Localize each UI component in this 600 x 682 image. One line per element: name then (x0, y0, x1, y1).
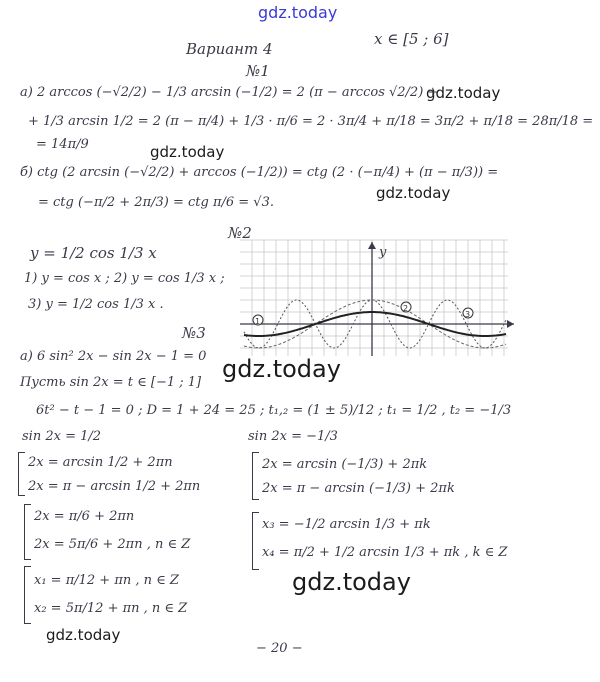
task3-right-b1: x₃ = −1/2 arcsin 1/3 + πk (262, 517, 431, 532)
task3-quadratic: 6t² − t − 1 = 0 ; D = 1 + 24 = 25 ; t₁,₂ = (1 ± 5)/12 ; t₁ = 1/2 , t₂ = −1/3 (36, 403, 512, 418)
task3-right-case: sin 2x = −1/3 (248, 429, 338, 444)
bracket (24, 504, 31, 560)
watermark: gdz.today (292, 568, 411, 596)
bracket (252, 512, 259, 570)
bracket (18, 452, 25, 496)
task2-function: y = 1/2 cos 1/3 x (30, 244, 157, 262)
task3-right-b2: x₄ = π/2 + 1/2 arcsin 1/3 + πk , k ∈ Z (262, 545, 508, 560)
task1-a-line2: + 1/3 arcsin 1/2 = 2 (π − π/4) + 1/3 · π/6 = 2 · 3π/4 + π/18 = 3π/2 + π/18 = 28π/18 = (28, 114, 594, 129)
task1-b-line1: б) ctg (2 arcsin (−√2/2) + arccos (−1/2)) = ctg (2 · (−π/4) + (π − π/3)) = (20, 165, 499, 180)
page-number: − 20 − (256, 641, 303, 656)
watermark: gdz.today (46, 626, 121, 644)
task3-substitution: Пусть sin 2x = t ∈ [−1 ; 1] (20, 375, 202, 390)
watermark: gdz.today (222, 355, 341, 383)
cosine-graph (240, 238, 518, 358)
curve-marker-1-label: 1 (255, 317, 261, 326)
task3-left-case: sin 2x = 1/2 (22, 429, 102, 444)
task3-left-c2: x₂ = 5π/12 + πn , n ∈ Z (34, 601, 188, 616)
y-axis-label: y (379, 245, 387, 260)
variant-domain: x ∈ [5 ; 6] (374, 30, 449, 48)
variant-title: Вариант 4 (186, 40, 273, 58)
task2-step-3: 3) y = 1/2 cos 1/3 x . (28, 297, 164, 312)
task1-a-line3: = 14π/9 (36, 137, 89, 152)
task1-number: №1 (246, 62, 270, 80)
task3-left-c1: x₁ = π/12 + πn , n ∈ Z (34, 573, 179, 588)
watermark: gdz.today (426, 84, 501, 102)
task3-left-b1: 2x = π/6 + 2πn (34, 509, 135, 524)
task1-b-line2: = ctg (−π/2 + 2π/3) = ctg π/6 = √3. (38, 195, 274, 210)
watermark: gdz.today (376, 184, 451, 202)
watermark: gdz.today (258, 3, 338, 22)
bracket (24, 566, 31, 624)
task2-steps-1-2: 1) y = cos x ; 2) y = cos 1/3 x ; (24, 271, 225, 286)
task3-right-a1: 2x = arcsin (−1/3) + 2πk (262, 457, 428, 472)
curve-marker-2-label: 2 (403, 304, 409, 313)
task3-right-a2: 2x = π − arcsin (−1/3) + 2πk (262, 481, 455, 496)
task3-left-b2: 2x = 5π/6 + 2πn , n ∈ Z (34, 537, 191, 552)
curve-marker-3-label: 3 (465, 310, 471, 319)
task1-a-line1: а) 2 arccos (−√2/2) − 1/3 arcsin (−1/2) = 2 (π − arccos √2/2) + (20, 85, 439, 100)
x-axis-arrow-icon (507, 320, 514, 328)
bracket (252, 452, 259, 500)
task2-number: №2 (228, 224, 252, 242)
task3-left-a2: 2x = π − arcsin 1/2 + 2πn (28, 479, 201, 494)
y-axis-arrow-icon (368, 242, 376, 249)
task3-equation: а) 6 sin² 2x − sin 2x − 1 = 0 (20, 349, 207, 364)
watermark: gdz.today (150, 143, 225, 161)
task3-number: №3 (182, 324, 206, 342)
task3-left-a1: 2x = arcsin 1/2 + 2πn (28, 455, 173, 470)
